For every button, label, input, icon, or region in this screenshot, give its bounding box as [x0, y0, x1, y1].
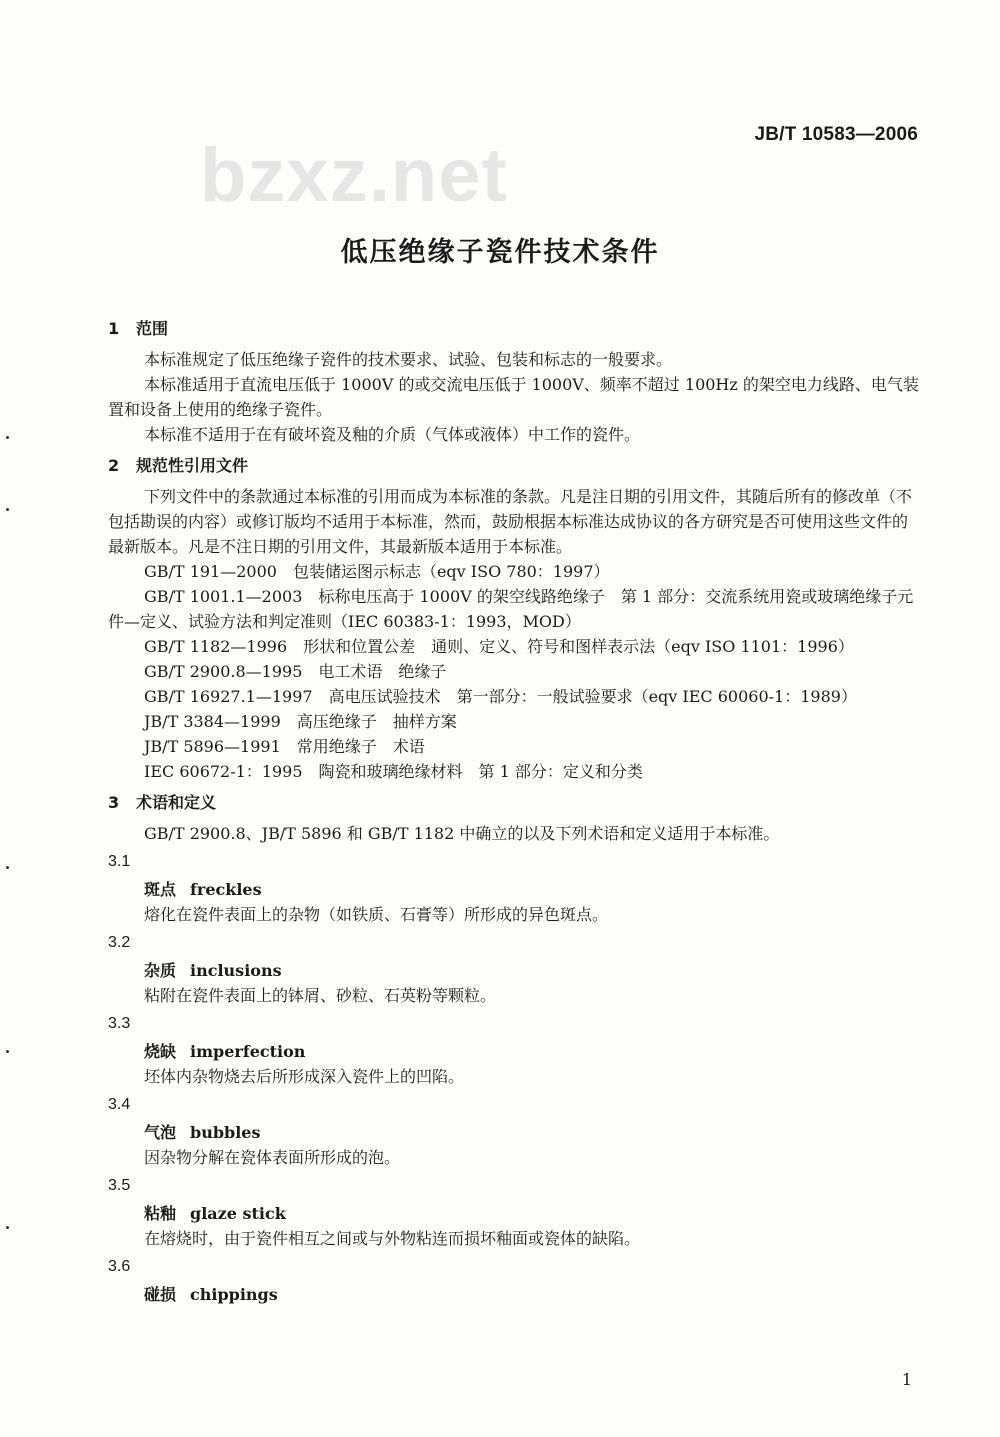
term-definition: 熔化在瓷件表面上的杂物（如铁质、石膏等）所形成的异色斑点。: [144, 905, 609, 924]
reference-item: GB/T 1182—1996 形状和位置公差 通则、定义、符号和图样表示法（eqv ISO 1101：1996）: [144, 637, 854, 656]
reference-item: JB/T 3384—1999 高压绝缘子 抽样方案: [144, 712, 457, 731]
term-entry: [108, 1279, 920, 1307]
section-heading-3: [108, 790, 920, 815]
term-en: freckles: [190, 880, 262, 899]
paragraph: 本标准适用于直流电压低于 1000V 的或交流电压低于 1000V、频率不超过 100Hz 的架空电力线路、电气装置和设备上使用的绝缘子瓷件。: [108, 375, 919, 419]
section-number: 2: [108, 456, 120, 475]
term-entry: [108, 1117, 920, 1145]
scan-speck: [6, 1050, 9, 1053]
term-en: glaze stick: [190, 1204, 286, 1223]
scan-speck: [6, 508, 9, 511]
term-number: 3.1: [108, 853, 131, 870]
reference-item: JB/T 5896—1991 常用绝缘子 术语: [144, 737, 425, 756]
section-title: 规范性引用文件: [136, 456, 249, 475]
term-zh: 烧缺: [144, 1042, 177, 1061]
page-number: 1: [901, 1370, 912, 1389]
term-number: 3.6: [108, 1258, 131, 1275]
document-body: [108, 316, 920, 1307]
term-entry: [108, 955, 920, 983]
scan-speck: [6, 1226, 9, 1229]
paragraph: GB/T 2900.8、JB/T 5896 和 GB/T 1182 中确立的以及下列术语和定义适用于本标准。: [144, 824, 780, 843]
term-definition: 坯体内杂物烧去后所形成深入瓷件上的凹陷。: [144, 1067, 465, 1086]
term-number: 3.5: [108, 1177, 131, 1194]
watermark: bzxz.net: [200, 133, 508, 218]
scan-speck: [6, 436, 9, 439]
term-zh: 斑点: [144, 880, 177, 899]
term-number: 3.4: [108, 1096, 131, 1113]
term-zh: 杂质: [144, 961, 177, 980]
term-entry: [108, 1198, 920, 1226]
section-title: 术语和定义: [136, 793, 217, 812]
term-definition: 在熔烧时，由于瓷件相互之间或与外物粘连而损坏釉面或瓷体的缺陷。: [144, 1229, 641, 1248]
term-en: imperfection: [190, 1042, 306, 1061]
term-en: inclusions: [190, 961, 282, 980]
paragraph: 本标准规定了低压绝缘子瓷件的技术要求、试验、包装和标志的一般要求。: [144, 350, 673, 369]
reference-item: GB/T 16927.1—1997 高电压试验技术 第一部分：一般试验要求（eqv IEC 60060-1：1989）: [144, 687, 857, 706]
section-number: 1: [108, 319, 120, 338]
section-title: 范围: [136, 319, 169, 338]
term-definition: 粘附在瓷件表面上的钵屑、砂粒、石英粉等颗粒。: [144, 986, 497, 1005]
section-number: 3: [108, 793, 120, 812]
section-heading-1: [108, 316, 920, 341]
term-definition: 因杂物分解在瓷体表面所形成的泡。: [144, 1148, 401, 1167]
reference-item: IEC 60672-1：1995 陶瓷和玻璃绝缘材料 第 1 部分：定义和分类: [144, 762, 643, 781]
document-title: 低压绝缘子瓷件技术条件: [340, 237, 660, 268]
reference-item: GB/T 1001.1—2003 标称电压高于 1000V 的架空线路绝缘子 第 1 部分：交流系统用瓷或玻璃绝缘子元件—定义、试验方法和判定准则（IEC 60383-1：1993，MOD）: [108, 587, 914, 631]
paragraph: 下列文件中的条款通过本标准的引用而成为本标准的条款。凡是注日期的引用文件，其随后所有的修改单（不包括勘误的内容）或修订版均不适用于本标准，然而，鼓励根据本标准达成协议的各方研究是否可使用这些文件的最新版本。凡是不注日期的引用文件，其最新版本适用于本标准。: [108, 487, 913, 556]
term-zh: 碰损: [144, 1285, 177, 1304]
standard-number: JB/T 10583—2006: [754, 124, 918, 145]
term-en: chippings: [190, 1285, 278, 1304]
term-zh: 气泡: [144, 1123, 177, 1142]
scan-speck: [6, 866, 9, 869]
term-entry: [108, 874, 920, 902]
section-heading-2: [108, 453, 920, 478]
term-zh: 粘釉: [144, 1204, 177, 1223]
paragraph: 本标准不适用于在有破坏瓷及釉的介质（气体或液体）中工作的瓷件。: [144, 425, 641, 444]
reference-item: GB/T 191—2000 包装储运图示标志（eqv ISO 780：1997）: [144, 562, 610, 581]
reference-item: GB/T 2900.8—1995 电工术语 绝缘子: [144, 662, 447, 681]
term-en: bubbles: [190, 1123, 261, 1142]
term-entry: [108, 1036, 920, 1064]
term-number: 3.2: [108, 934, 131, 951]
term-number: 3.3: [108, 1015, 131, 1032]
